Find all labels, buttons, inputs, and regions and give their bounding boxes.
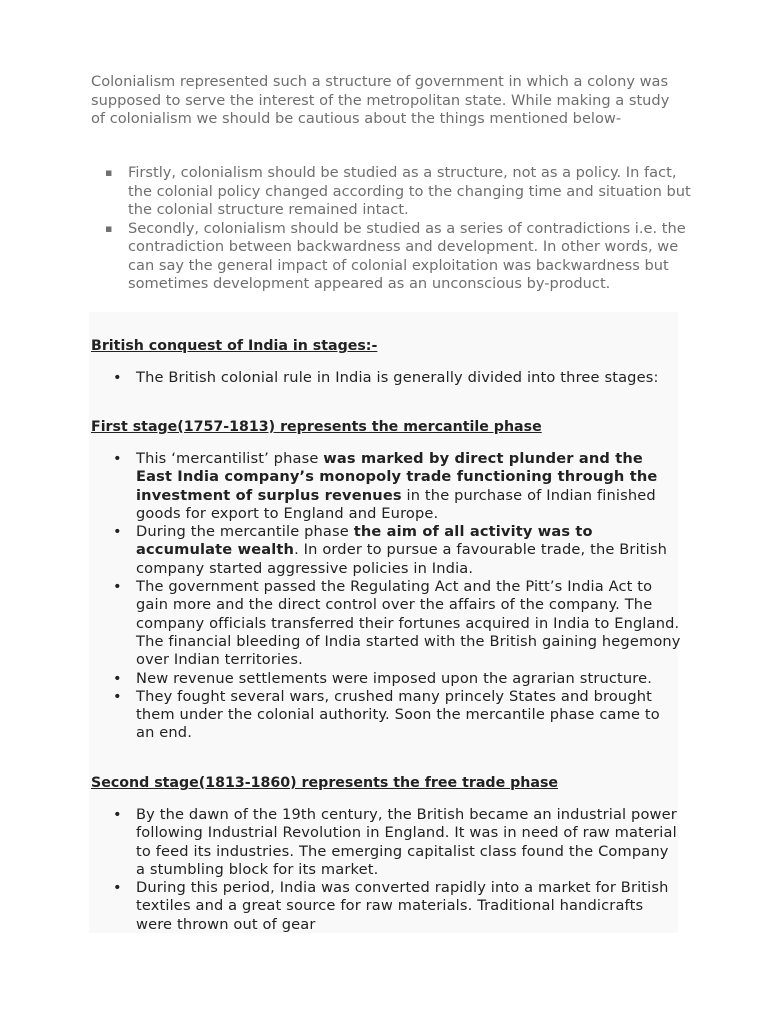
list-item: • The government passed the Regulating Act and the Pitt’s India Act to gain more and the direct control over the affairs of the company. The company officials transferred their fortunes acquired in India to England. The financial bleeding of India started with the British gaining hegemony over Indian territories.: [91, 578, 681, 669]
list-item: • New revenue settlements were imposed upon the agrarian structure.: [91, 670, 681, 688]
list-item: • They fought several wars, crushed many princely States and brought them under the colonial authority. Soon the mercantile phase came to an end.: [91, 688, 681, 743]
list-item: [91, 523, 681, 578]
list-item: • During this period, India was converted rapidly into a market for British textiles and a great source for raw materials. Traditional handicrafts were thrown out of gear: [91, 879, 681, 934]
list-item-text: . In order to pursue a favourable trade, the British company started aggressive policies in India.: [136, 541, 668, 577]
list-item: [91, 450, 681, 523]
second-stage-bullet-list: [91, 806, 681, 934]
list-item-emphasis: the aim of all activity was to accumulate wealth: [136, 523, 593, 559]
list-item: ▪ Secondly, colonialism should be studied as a series of contradictions i.e. the contradiction between backwardness and development. In other words, we can say the general impact of colonial exploitation was backwardness but sometimes development appeared as an unconscious by-product.: [91, 220, 691, 294]
first-stage-heading: First stage(1757-1813) represents the mercantile phase: [91, 419, 542, 435]
list-item-text: This ‘mercantilist’ phase: [136, 450, 324, 467]
list-item: ▪ Firstly, colonialism should be studied as a structure, not as a policy. In fact, the colonial policy changed according to the changing time and situation but the colonial structure remained intact.: [91, 164, 691, 220]
list-item: • The British colonial rule in India is generally divided into three stages:: [91, 369, 681, 387]
intro-paragraph: Colonialism represented such a structure of government in which a colony was supposed to serve the interest of the metropolitan state. While making a study of colonialism we should be cautious about the things mentioned below-: [91, 73, 670, 127]
list-item-text: During the mercantile phase: [136, 523, 354, 541]
second-stage-heading: Second stage(1813-1860) represents the free trade phase: [91, 775, 559, 791]
intro-bullet-list: [91, 164, 691, 294]
conquest-bullet-list: [91, 369, 681, 387]
list-item-emphasis: was marked by direct plunder and the East India company’s monopoly trade functioning through the investment of surplus revenues: [136, 450, 658, 504]
list-item-text: in the purchase of Indian finished goods for export to England and Europe.: [136, 486, 656, 522]
conquest-heading: British conquest of India in stages:-: [91, 338, 378, 354]
list-item: • By the dawn of the 19th century, the British became an industrial power following Industrial Revolution in England. It was in need of raw material to feed its industries. The emerging capitalist class found the Company a stumbling block for its market.: [91, 806, 681, 879]
first-stage-bullet-list: [91, 450, 681, 743]
